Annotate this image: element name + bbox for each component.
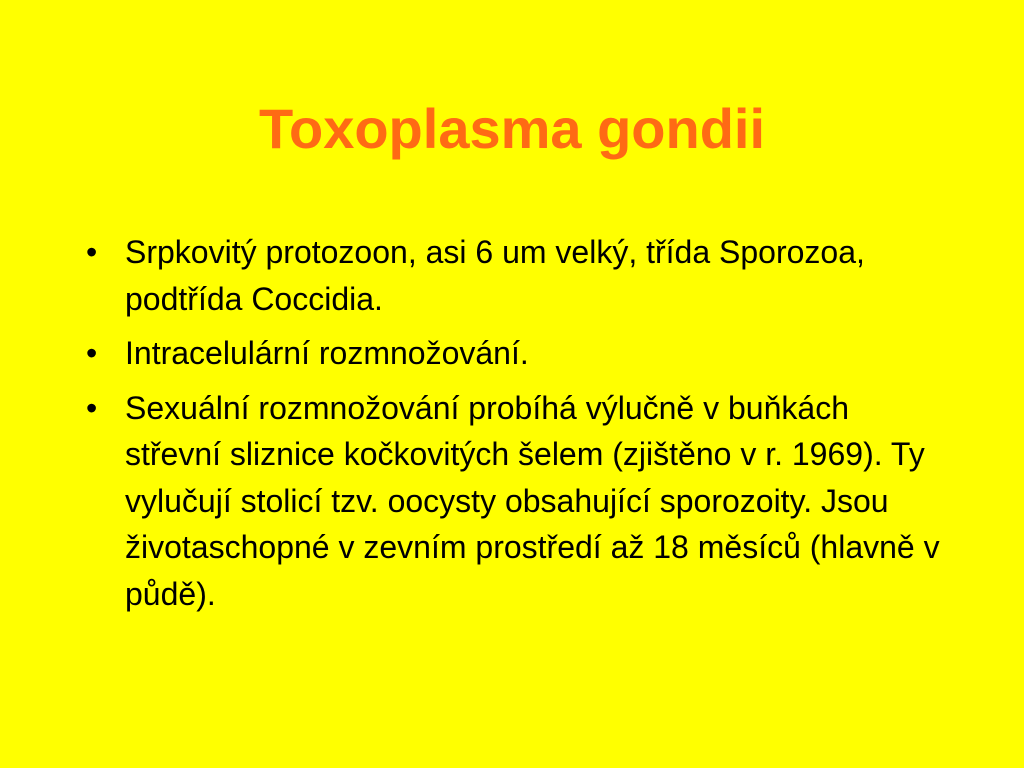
slide-title: Toxoplasma gondii: [258, 97, 766, 160]
bullet-text: Srpkovitý protozoon, asi 6 um velký, třída Sporozoa, podtřída Coccidia.: [125, 234, 865, 317]
bullet-mark: •: [86, 335, 98, 371]
bullet-item: [84, 330, 944, 377]
bullet-mark: •: [86, 234, 98, 270]
bullet-item: [84, 385, 944, 618]
bullet-mark: •: [86, 389, 98, 426]
bullet-text: Intracelulární rozmnožování.: [125, 335, 529, 371]
bullet-text: Sexuální rozmnožování probíhá výlučně v buňkách střevní sliznice kočkovitých šelem (zjištěno v r. 1969). Ty vylučují stolicí tzv. oocysty obsahující sporozoity. Jsou životaschopné v zevním prostředí až 18 měsíců (hlavně v půdě).: [125, 389, 940, 612]
bullet-list: [84, 229, 944, 625]
bullet-item: [84, 229, 944, 322]
